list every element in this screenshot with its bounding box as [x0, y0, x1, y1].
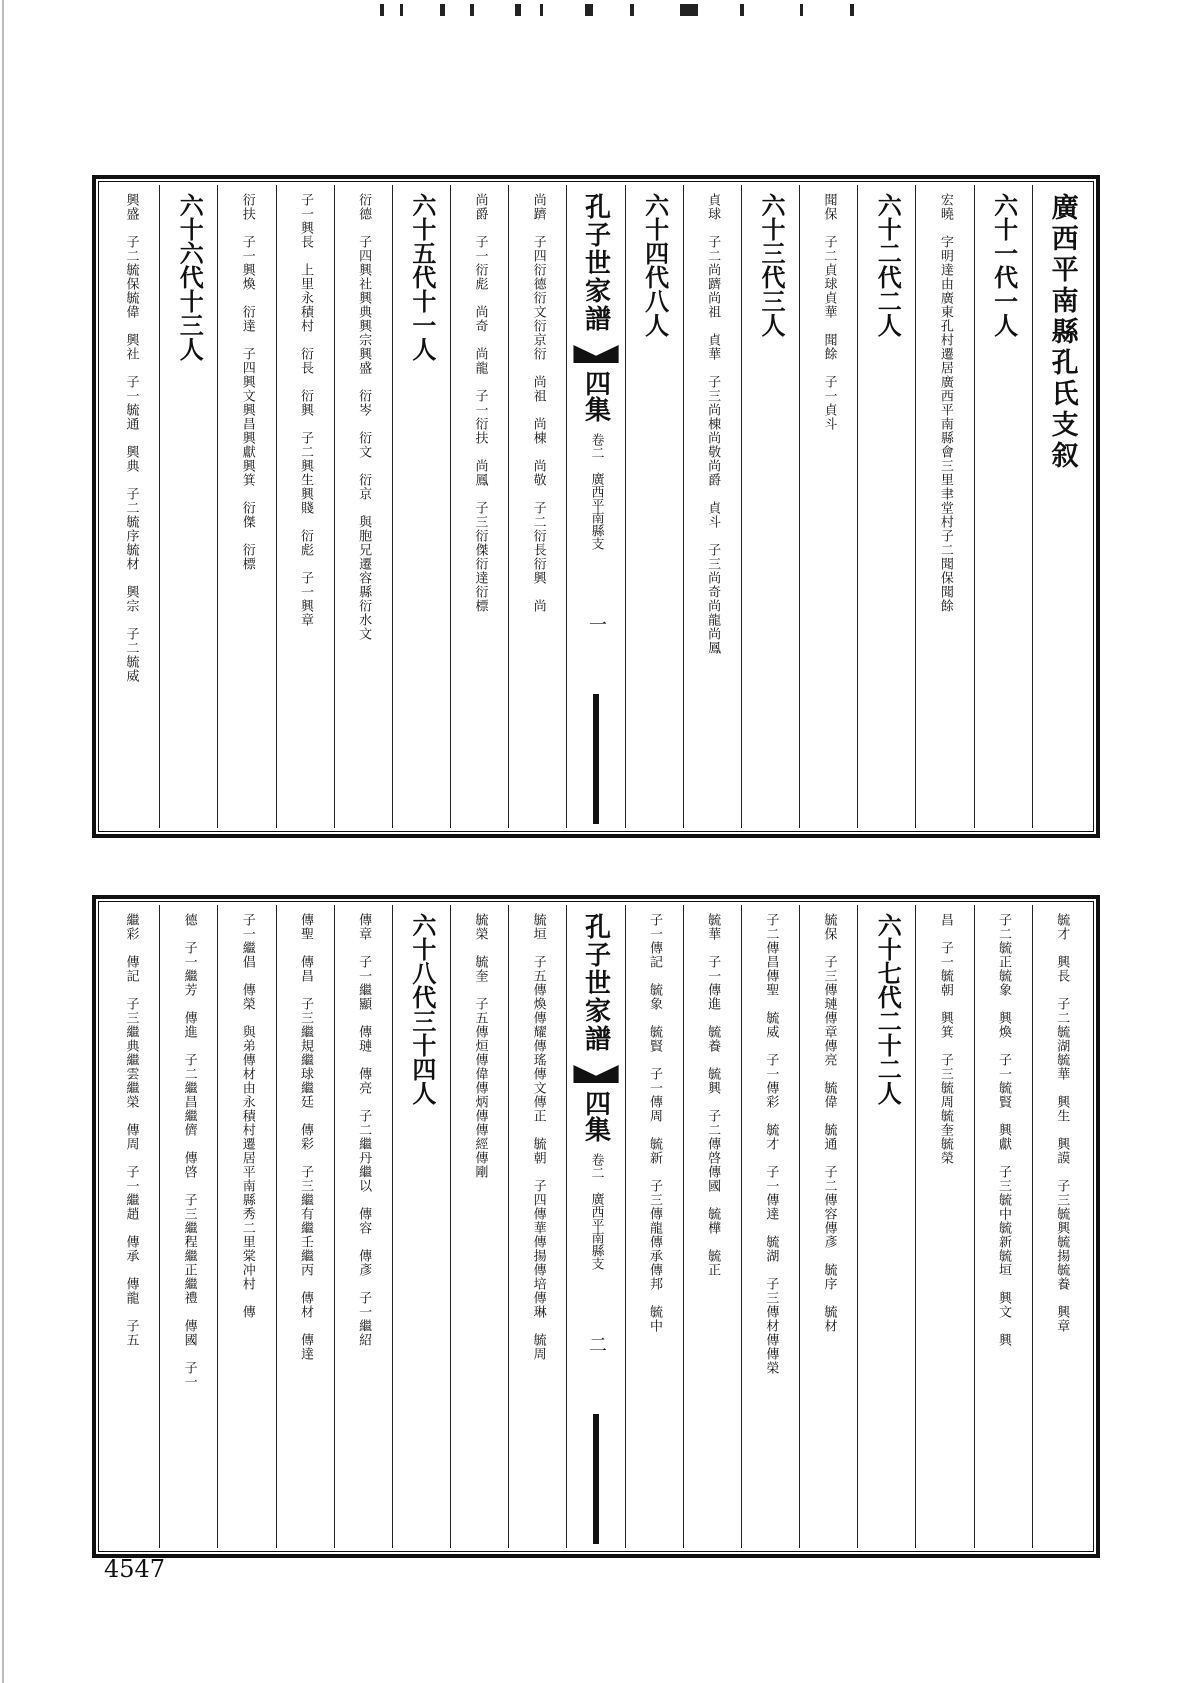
column-text: 子一興長 上里永積村 衍長 衍興 子二興生興賤 衍彪 子一興章 — [297, 193, 313, 627]
column-text: 毓華 子一傳進 毓養 毓興 子二傳啓傳國 毓樺 毓正 — [705, 913, 721, 1277]
text-column — [276, 185, 334, 828]
text-column — [915, 905, 973, 1548]
text-column — [159, 185, 217, 828]
text-column — [974, 905, 1032, 1548]
column-text: 子二毓正毓象 興煥 子一毓賢 興獻 子三毓中毓新毓垣 興文 興 — [996, 913, 1012, 1347]
column-text: 昌 子一毓朝 興箕 子三毓周毓奎毓榮 — [937, 913, 953, 1165]
text-column — [741, 905, 799, 1548]
bottom-genealogy-panel — [92, 895, 1100, 1558]
text-column — [799, 905, 857, 1548]
scan-top-artifacts — [380, 4, 940, 18]
text-column — [217, 905, 275, 1548]
column-text: 傳章 子一繼顯 傳璉 傳亮 子二繼丹繼以 傳容 傳彥 子一繼紹 — [356, 913, 372, 1347]
column-text: 六十五代十一人 — [407, 193, 437, 361]
text-column — [625, 185, 683, 828]
title-column — [1032, 185, 1090, 828]
column-text: 毓保 子三傳璉傳章傳亮 毓偉 毓通 子二傳容傳彥 毓序 毓材 — [821, 913, 837, 1333]
column-text: 毓才 興長 子二毓湖毓華 興生 興謨 子三毓興毓揚毓養 興章 — [1054, 913, 1070, 1333]
column-text: 六十三代三人 — [756, 193, 786, 337]
column-text: 六十八代三十四人 — [407, 913, 437, 1105]
column-text: 子一繼倡 傳榮 與弟傳材由永積村遷居平南縣秀二里棠冲村 傳 — [239, 913, 255, 1319]
column-text: 宏曉 字明達由廣東孔村遷居廣西平南縣會三里聿堂村子二聞保聞餘 — [937, 193, 953, 613]
column-text: 衍扶 子一興煥 衍達 子四興文興昌興獻興箕 衍傑 衍標 — [239, 193, 255, 571]
leaf-number: 二 — [586, 1335, 608, 1353]
text-column — [334, 185, 392, 828]
text-column — [1032, 905, 1090, 1548]
text-column — [625, 905, 683, 1548]
text-column — [741, 185, 799, 828]
leaf-number: 一 — [586, 615, 608, 633]
text-column — [102, 905, 159, 1548]
column-text: 毓垣 子五傳煥傳耀傳瑤傳文傳正 毓朝 子四傳華傳揚傳培傳琳 毓周 — [530, 913, 546, 1361]
column-text: 六十二代二人 — [873, 193, 903, 337]
text-column — [392, 185, 450, 828]
text-column — [217, 185, 275, 828]
fish-tail-mark — [573, 345, 618, 363]
column-text: 尚爵 子一衍彪 尚奇 尚龍 子一衍扶 尚鳳 子三衍傑衍達衍標 — [472, 193, 488, 613]
column-text: 子二傳昌傳聖 毓威 子一傳彩 毓才 子一傳達 毓湖 子三傳材傳傳榮 — [763, 913, 779, 1375]
text-column — [683, 185, 741, 828]
spine-bar — [593, 694, 599, 824]
bottom-columns — [102, 905, 1090, 1548]
text-column — [857, 905, 915, 1548]
text-column — [915, 185, 973, 828]
juan-label: 卷二 廣西平南縣支 — [588, 433, 604, 550]
column-text: 聞保 子二貞球貞華 聞餘 子一貞斗 — [821, 193, 837, 431]
column-text: 傳聖 傳昌 子三繼規繼球繼廷 傳彩 子三繼有繼壬繼丙 傳材 傳達 — [297, 913, 313, 1361]
top-genealogy-panel — [92, 175, 1100, 838]
text-column — [508, 185, 566, 828]
fish-tail-mark — [573, 1065, 618, 1083]
text-column — [450, 905, 508, 1548]
text-column — [102, 185, 159, 828]
column-text: 德 子一繼芳 傳進 子二繼昌繼儕 傳啓 子三繼程繼正繼禮 傳國 子一 — [181, 913, 197, 1389]
column-text: 六十六代十三人 — [175, 193, 205, 361]
text-column — [334, 905, 392, 1548]
section-title: 廣西平南縣孔氏支叙 — [1046, 193, 1078, 472]
series-title: 孔子世家譜 — [580, 913, 611, 1053]
volume-label: 四集 — [580, 370, 611, 422]
center-spine-column — [566, 185, 624, 828]
column-text: 繼彩 傳記 子三繼典繼雲繼榮 傳周 子一繼趙 傳承 傳龍 子五 — [123, 913, 139, 1347]
text-column — [857, 185, 915, 828]
text-column — [276, 905, 334, 1548]
page-number: 4547 — [104, 1555, 166, 1583]
text-column — [799, 185, 857, 828]
top-columns — [102, 185, 1090, 828]
column-text: 六十四代八人 — [640, 193, 670, 337]
column-text: 尚躋 子四衍德衍文衍京衍 尚祖 尚棟 尚敬 子二衍長衍興 尚 — [530, 193, 546, 613]
column-text: 衍德 子四興社興典興宗興盛 衍岑 衍文 衍京 與胞兄遷容縣衍水文 — [356, 193, 372, 641]
volume-label: 四集 — [580, 1090, 611, 1142]
column-text: 六十一代一人 — [989, 193, 1019, 337]
text-column — [683, 905, 741, 1548]
column-text: 子一傳記 毓象 毓賢 子一傳周 毓新 子三傳龍傳承傳邦 毓中 — [647, 913, 662, 1333]
column-text: 毓榮 毓奎 子五傳烜傳偉傳炳傳傳經傳剛 — [472, 913, 488, 1179]
column-text: 興盛 子二毓保毓偉 興社 子一毓通 興典 子二毓序毓材 興宗 子二毓威 — [123, 193, 139, 683]
juan-label: 卷二 廣西平南縣支 — [588, 1153, 604, 1270]
text-column — [508, 905, 566, 1548]
spine-bar — [593, 1414, 599, 1544]
center-spine-column — [566, 905, 624, 1548]
text-column — [159, 905, 217, 1548]
scan-edge-line — [2, 0, 4, 1683]
series-title: 孔子世家譜 — [580, 193, 611, 333]
column-text: 貞球 子二尚躋尚祖 貞華 子三尚棟尚敬尚爵 貞斗 子三尚奇尚龍尚鳳 — [705, 193, 721, 655]
text-column — [392, 905, 450, 1548]
column-text: 六十七代二十二人 — [873, 913, 903, 1105]
text-column — [450, 185, 508, 828]
text-column — [974, 185, 1032, 828]
